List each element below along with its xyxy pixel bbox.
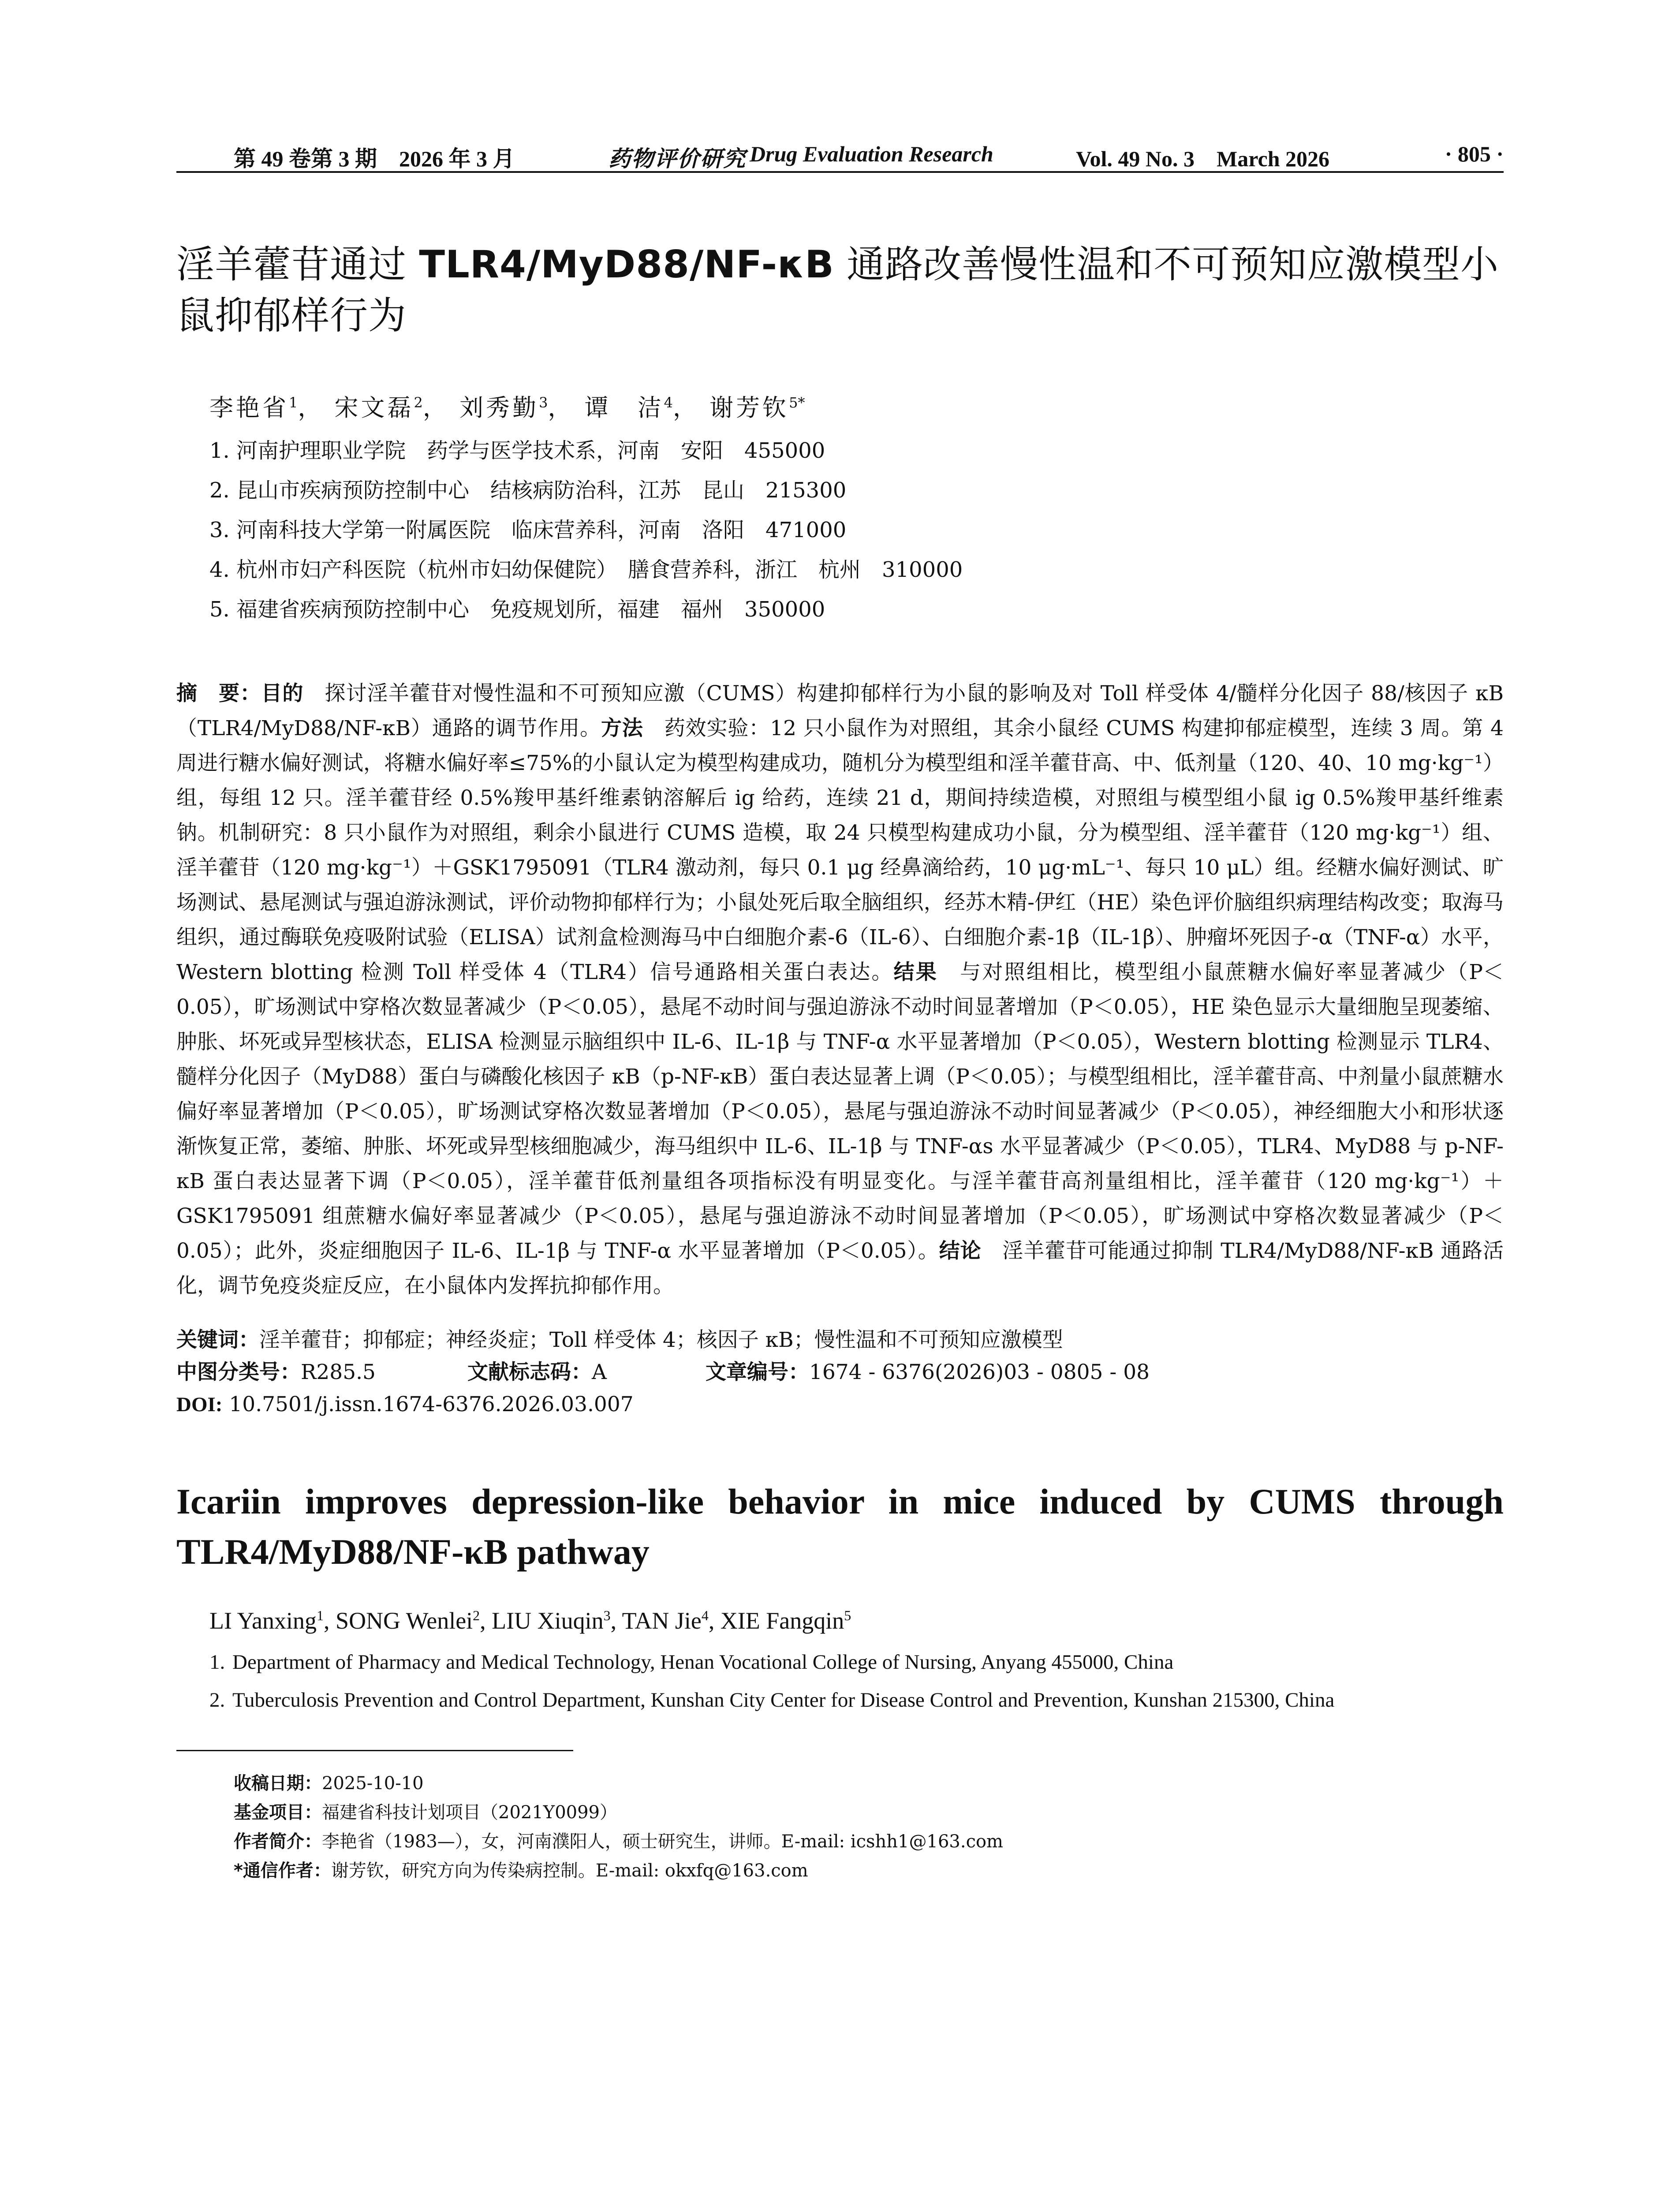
header-volume-cn: 第 49 卷第 3 期 2026 年 3 月	[234, 146, 515, 171]
article-number: 1674 - 6376(2026)03 - 0805 - 08	[809, 1360, 1150, 1384]
journal-logo: 药物评价研究	[609, 146, 746, 171]
author: 宋文磊	[334, 394, 414, 422]
doi: DOI: 10.7501/j.issn.1674-6376.2026.03.007	[176, 1392, 634, 1416]
header-journal-name: Drug Evaluation Research	[750, 142, 993, 166]
title-cn: 淫羊藿苷通过 TLR4/MyD88/NF-κB 通路改善慢性温和不可预知应激模型小鼠抑郁样行为	[176, 243, 1499, 338]
affiliations-cn	[209, 431, 1504, 629]
affiliation: 2. 昆山市疾病预防控制中心 结核病防治科，江苏 昆山 215300	[209, 478, 847, 503]
authors-cn: 李艳省$^1$， 宋文磊$^2$， 刘秀勤$^3$， 谭 洁$^4$， 谢芳钦$^{5*}$	[209, 394, 805, 422]
abstract-result: 与对照组相比，模型组小鼠蔗糖水偏好率显著减少（P＜0.05），旷场测试中穿格次数显著减少（P＜0.05），悬尾不动时间与强迫游泳不动时间显著增加（P＜0.05），HE 染色显示大量细胞呈现萎缩、肿胀、坏死或异型核状态，ELISA 检测显示脑组织中 IL-6、IL-1β 与 TNF-α 水平显著增加（P＜0.05），Western blotting 检测显示 TLR4、髓样分化因子（MyD88）蛋白与磷酸化核因子 κB（p-NF-κB）蛋白表达显著上调（P＜0.05）；与模型组相比，淫羊藿苷高、中剂量小鼠蔗糖水偏好率显著增加（P＜0.05），旷场测试穿格次数显著增加（P＜0.05），悬尾与强迫游泳不动时间显著减少（P＜0.05），神经细胞大小和形状逐渐恢复正常，萎缩、肿胀、坏死或异型核细胞减少，海马组织中 IL-6、IL-1β 与 TNF-αs 水平显著减少（P＜0.05），TLR4、MyD88 与 p-NF-κB 蛋白表达显著下调（P＜0.05），淫羊藿苷低剂量组各项指标没有明显变化。与淫羊藿苷高剂量组相比，淫羊藿苷（120 mg·kg⁻¹）＋GSK1795091 组蔗糖水偏好率显著减少（P＜0.05），悬尾与强迫游泳不动时间显著增加（P＜0.05），旷场测试中穿格次数显著减少（P＜0.05）；此外，炎症细胞因子 IL-6、IL-1β 与 TNF-α 水平显著增加（P＜0.05）。	[176, 960, 1504, 1263]
abstract-method: 药效实验：12 只小鼠作为对照组，其余小鼠经 CUMS 构建抑郁症模型，连续 3 周。第 4 周进行糖水偏好测试，将糖水偏好率≤75%的小鼠认定为模型构建成功，随机分为模型组和淫羊藿苷高、中、低剂量（120、40、10 mg·kg⁻¹）组，每组 12 只。淫羊藿苷经 0.5%羧甲基纤维素钠溶解后 ig 给药，连续 21 d，期间持续造模，对照组与模型组小鼠 ig 0.5%羧甲基纤维素钠。机制研究：8 只小鼠作为对照组，剩余小鼠进行 CUMS 造模，取 24 只模型构建成功小鼠，分为模型组、淫羊藿苷（120 mg·kg⁻¹）组、淫羊藿苷（120 mg·kg⁻¹）＋GSK1795091（TLR4 激动剂，每只 0.1 μg 经鼻滴给药，10 μg·mL⁻¹、每只 10 μL）组。经糖水偏好测试、旷场测试、悬尾测试与强迫游泳测试，评价动物抑郁样行为；小鼠处死后取全脑组织，经苏木精-伊红（HE）染色评价脑组织病理结构改变；取海马组织，通过酶联免疫吸附试验（ELISA）试剂盒检测海马中白细胞介素-6（IL-6）、白细胞介素-1β（IL-1β）、肿瘤坏死因子-α（TNF-α）水平，Western blotting 检测 Toll 样受体 4（TLR4）信号通路相关蛋白表达。	[176, 716, 1504, 984]
author-bio: 作者简介：李艳省（1983—），女，河南濮阳人，硕士研究生，讲师。E-mail: icshh1@163.com	[234, 1831, 1003, 1852]
keywords: 关键词：淫羊藿苷；抑郁症；神经炎症；Toll 样受体 4；核因子 κB；慢性温和不可预知应激模型	[176, 1328, 1063, 1352]
abstract-purpose: 探讨淫羊藿苷对慢性温和不可预知应激（CUMS）构建抑郁样行为小鼠的影响及对 Toll 样受体 4/髓样分化因子 88/核因子 κB（TLR4/MyD88/NF-κB）通路的调节作用。	[176, 681, 1504, 740]
abstract-cn	[176, 676, 1504, 1303]
abstract-heading-purpose: 目的	[261, 681, 304, 706]
header-page-number: · 805 ·	[1445, 142, 1504, 166]
affiliations-en	[209, 1643, 1504, 1719]
document-code: A	[592, 1360, 607, 1384]
article-page	[176, 137, 1504, 1885]
running-header	[176, 137, 1504, 173]
affiliation: 4. 杭州市妇产科医院（杭州市妇幼保健院） 膳食营养科，浙江 杭州 310000	[209, 557, 963, 582]
classification-row: 中图分类号：R285.5 文献标志码：A 文章编号：1674 - 6376(2026)03 - 0805 - 08	[176, 1356, 1504, 1388]
meta-block	[176, 1324, 1504, 1421]
fund: 基金项目：福建省科技计划项目（2021Y0099）	[234, 1802, 617, 1823]
clc-number: R285.5	[301, 1360, 376, 1384]
author: 谭 洁	[584, 394, 664, 422]
doi-link[interactable]: 10.7501/j.issn.1674-6376.2026.03.007	[222, 1392, 634, 1416]
abstract-heading-method: 方法	[601, 716, 643, 740]
received-date: 收稿日期：2025-10-10	[234, 1773, 424, 1794]
abstract-heading-conclusion: 结论	[939, 1239, 982, 1263]
affiliation: 1. Department of Pharmacy and Medical Technology, Henan Vocational College of Nursing, Anyang 455000, China	[209, 1651, 1174, 1674]
corresponding-author: *通信作者：谢芳钦，研究方向为传染病控制。E-mail: okxfq@163.com	[234, 1861, 808, 1881]
affiliation: 5. 福建省疾病预防控制中心 免疫规划所，福建 福州 350000	[209, 597, 825, 622]
author: 李艳省	[209, 394, 289, 422]
authors-en: LI Yanxing$^1$, SONG Wenlei$^2$, LIU Xiuqin$^3$, TAN Jie$^4$, XIE Fangqin$^5$	[209, 1607, 851, 1634]
author: 刘秀勤	[459, 394, 539, 422]
abstract-label: 摘 要：	[176, 681, 261, 706]
footnotes	[234, 1769, 1504, 1885]
author: 谢芳钦	[709, 394, 789, 422]
header-volume-en: Vol. 49 No. 3 March 2026	[1076, 146, 1329, 171]
title-en: Icariin improves depression-like behavior in mice induced by CUMS through TLR4/MyD88/NF-κB pathway	[176, 1481, 1504, 1572]
affiliation: 1. 河南护理职业学院 药学与医学技术系，河南 安阳 455000	[209, 438, 825, 463]
abstract-heading-result: 结果	[893, 960, 938, 984]
footnote-divider	[176, 1750, 573, 1751]
affiliation: 2. Tuberculosis Prevention and Control Department, Kunshan City Center for Disease Control and Prevention, Kunshan 215300, China	[209, 1689, 1335, 1712]
affiliation: 3. 河南科技大学第一附属医院 临床营养科，河南 洛阳 471000	[209, 518, 847, 542]
abstract-conclusion: 淫羊藿苷可能通过抑制 TLR4/MyD88/NF-κB 通路活化，调节免疫炎症反应，在小鼠体内发挥抗抑郁作用。	[176, 1239, 1504, 1298]
